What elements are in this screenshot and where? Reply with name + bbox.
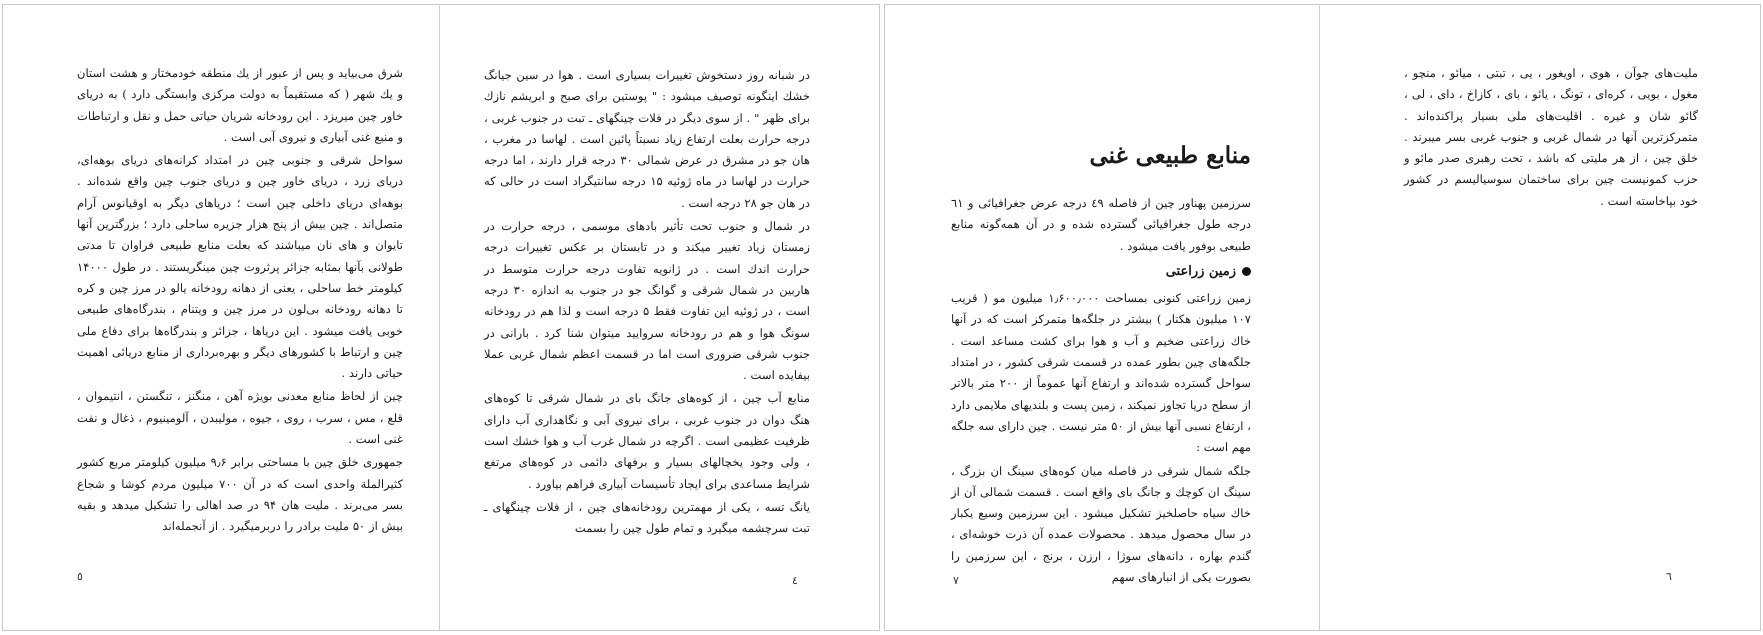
page-6 — [1320, 5, 1760, 630]
page-7-paragraph: سرزمین پهناور چین از فاصله ٤٩ درجه عرض جغرافیائی و ٦١ درجه طول جغرافیائی گسترده شده و در آن همه‌گونه منابع طبیعی بوفور یافت میشود . — [951, 196, 1251, 253]
page-number: ٤ — [792, 574, 798, 587]
page-4-paragraph: منابع آب چین ، از کوه‌های جانگ بای در شمال شرقی تا کوه‌های هنگ دوان در جنوب غربی ، برای نیروی آبی و نگاهداری آب دارای ظرفیت عظیمی است . اگرچه در شمال غرب آب و هوا خشك است ، ولی وجود یخچالهای بسیار و برفهای دائمی در کوه‌های مرتفع شرایط مساعدی برای ایجاد تأسیسات آبیاری فراهم بیاورد . — [484, 391, 810, 491]
page-7-paragraph: زمین زراعتی کنونی بمساحت ۱٫۶۰۰٫۰۰۰ میلیون مو ( قریب ۱۰۷ میلیون هکتار ) بیشتر در جلگه‌ها متمرکز است که در آنها خاك زراعتی ضخیم و آب و هوا برای کشت مساعد است . جلگه‌های چین بطور عمده در قسمت شرقی کشور ، در امتداد سواحل گسترده شده‌اند و ارتفاع آنها عموماً از ۲۰۰ متر بالاتر از سطح دریا تجاوز نمیکند ، زمین پست و بلندیهای ملایمی دارد ، ارتفاع نسبی آنها بیش از ۵۰ متر نیست . چین دارای سه جلگه مهم است : — [951, 291, 1251, 455]
page-4-paragraph: یانگ تسه ، یکی از مهمترین رودخانه‌های چین ، از فلات چینگهای ـ تبت سرچشمه میگیرد و تمام طول چین را بسمت — [484, 499, 810, 536]
page-number: ٥ — [77, 570, 83, 583]
page-number: ٧ — [953, 574, 959, 587]
page-6-body — [1404, 63, 1698, 214]
page-4-paragraph: در شبانه روز دستخوش تغییرات بسیاری است . هوا در سین جیانگ خشك اینگونه توصیف میشود : " پوستین برای صبح و ابریشم نازك برای ظهر " . از سوی دیگر در فلات چینگهای ـ تبت در جنوب غربی ، درجه حرارت بعلت ارتفاع زیاد نسبتاً پائین است . لهاسا در مغرب ، هان جو در مشرق در عرض شمالی ۳۰ درجه قرار دارند ، اما درجه حرارت در لهاسا در ماه ژوئیه ۱۵ درجه سانتیگراد است در حالی که در هان جو ۲۸ درجه است . — [484, 68, 811, 210]
page-5-body — [77, 63, 403, 540]
bullet-icon — [1242, 267, 1251, 276]
page-4-paragraph: در شمال و جنوب تحت تأثیر بادهای موسمی ، درجه حرارت در زمستان زیاد تغییر میکند و در تابستان بر عکس تغییرات درجه حرارت اندك است . در ژانویه تفاوت درجه حرارت متوسط در هاربین در شمال شرقی و گوانگ جو در جنوب به اندازه ۳۰ درجه است ، در ژوئیه این تفاوت فقط ۵ درجه است و لذا هم در رودخانه سونگ هوا و هم در رودخانه سروایید میتوان شنا کرد . بارانی در جنوب شرقی ضروری است اما در قسمت اعظم شمال غربی عملا بیفایده است . — [484, 219, 810, 383]
page-6-paragraph: ملیت‌های جوآن ، هوی ، اویغور ، یی ، تبتی ، میائو ، منچو ، مغول ، بویی ، کره‌ای ، تونگ ، یائو ، بای ، کازاخ ، دای ، لی ، گائو شان و غیره . اقلیت‌های ملی بسیار پراکنده‌اند . متمرکزترین آنها در شمال غربی و جنوب غربی بسر میبرند . خلق چین ، از هر ملیتی که باشد ، تحت رهبری صدر مائو و حزب کمونیست چین برای ساختمان سوسیالیسم در کشور خود بپاخاسته است . — [1404, 66, 1698, 208]
page-5-paragraph: شرق می‌بیاید و پس از عبور از یك منطقه خودمختار و هشت استان و یك شهر ( که مستقیماً به دولت مرکزی وابستگی دارد ) به دریای خاور چین میریزد . این رودخانه شریان حیاتی حمل و نقل و ارتباطات و منبع غنی آبیاری و نیروی آبی است . — [77, 66, 403, 144]
subheading-text: زمین زراعتی — [1165, 263, 1236, 279]
page-7 — [885, 5, 1319, 630]
page-number: ٦ — [1666, 570, 1672, 583]
page-4 — [440, 5, 880, 630]
page-5 — [3, 5, 439, 630]
page-7-paragraph: جلگه شمال شرقی در فاصله میان کوه‌های سینگ ان بزرگ ، سینگ ان کوچك و جانگ بای واقع است . قسمت شمالی آن از خاك سیاه حاصلخیز تشکیل میشود . این سرزمین وسیع یکبار در سال محصول میدهد . محصولات عمده آن ذرت خوشه‌ای ، گندم بهاره ، دانه‌های سوژا ، ارزن ، برنج ، این سرزمین را بصورت یکی از انبارهای سهم — [951, 463, 1251, 585]
page-5-paragraph: جمهوری خلق چین با مساحتی برابر ۹٫۶ میلیون کیلومتر مربع کشور کثیرالملة واحدی است که در آن ۷۰۰ میلیون مردم کوشا و شجاع بسر می‌برند . ملیت هان ۹۴ در صد اهالی را تشکیل میدهد و بقیه بیش از ۵۰ ملیت برادر را دربرمیگیرد . از آنجمله‌اند — [77, 455, 404, 534]
page-7-body — [951, 193, 1251, 590]
page-5-paragraph: سواحل شرقی و جنوبی چین در امتداد کرانه‌های دریای بوهه‌ای، دریای زرد ، دریای خاور چین و دریای جنوب چین واقع شده‌اند . بوهه‌ای دریای داخلی چین است ؛ دریاهای دیگر به اوقیانوس آرام متصل‌اند . چین بیش از پنج هزار جزیره ساحلی دارد ؛ بزرگترین آنها تایوان و های نان میباشند که بعلت منابع طبیعی فراوان تا مدتی طولانی بآنها بمثابه جزائر پرثروت چین مینگریستند . در طول ۱۴۰۰۰ کیلومتر خط ساحلی ، یعنی از دهانه رودخانه یالو در مرز چین و کره تا دهانه رودخانه بی‌لون در مرز چین و ویتنام ، بندرگاه‌های طبیعی خوبی یافت میشود . این دریاها ، جزائر و بندرگاه‌ها برای دفاع ملی چین و ارتباط با کشورهای دیگر و بهره‌برداری از منابع دریائی اهمیت حیاتی دارند . — [77, 153, 403, 381]
page-4-body — [484, 65, 810, 542]
subheading — [951, 261, 1251, 282]
scanned-spread-right — [884, 4, 1761, 631]
page-5-paragraph: چین از لحاظ منابع معدنی بویژه آهن ، منگنز ، تنگستن ، انتیموان ، قلع ، مس ، سرب ، روی ، جیوه ، مولیبدن ، آلومینیوم ، ذغال و نفت غنی است . — [77, 389, 403, 447]
section-title: منابع طبیعی غنی — [1089, 142, 1251, 169]
scanned-spread-left — [2, 4, 880, 631]
